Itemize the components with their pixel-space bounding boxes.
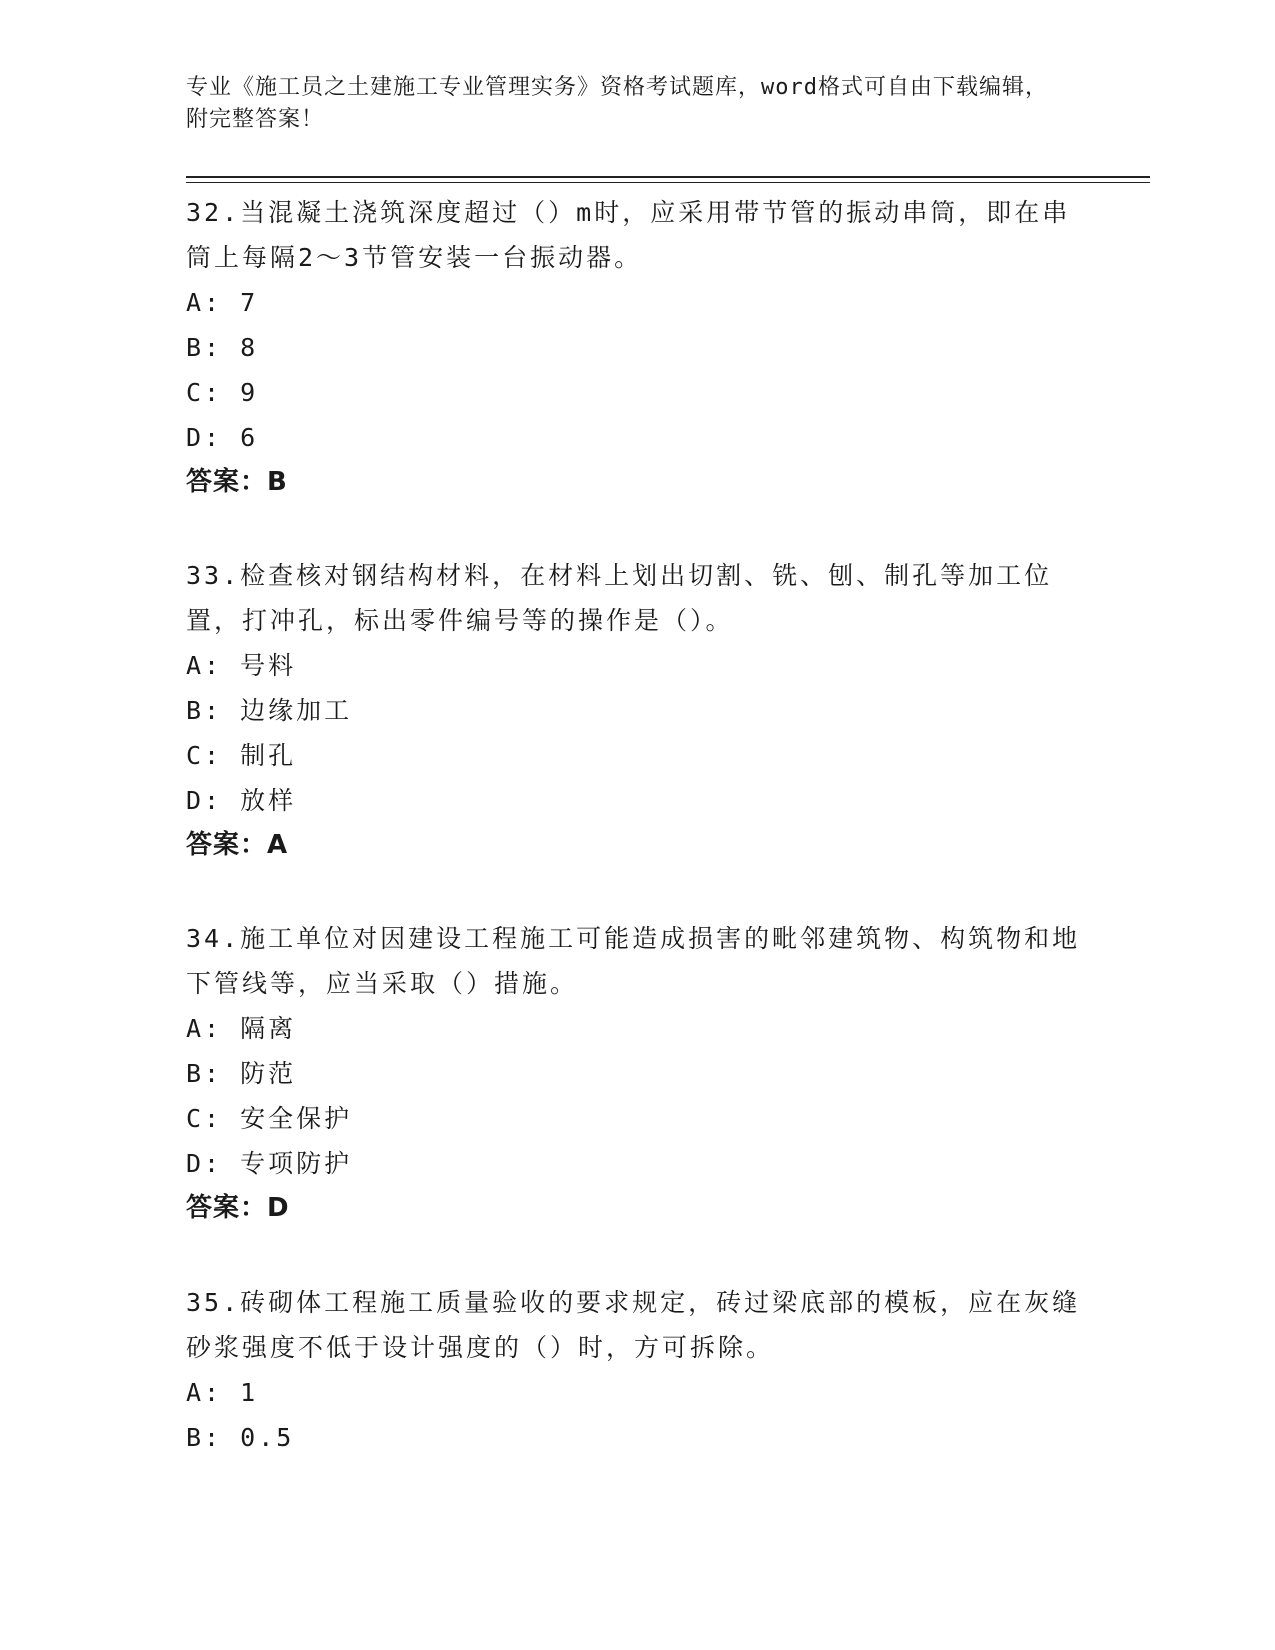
document-header: 专业《施工员之土建施工专业管理实务》资格考试题库，word格式可自由下载编辑，附完整答案！ [186,75,1048,132]
option-c: C: 9 [186,378,259,407]
header-rule-thick [186,176,1150,178]
question-stem: 34.施工单位对因建设工程施工可能造成损害的毗邻建筑物、构筑物和地下管线等，应当采取（）措施。 [186,924,1081,998]
question-stem: 35.砖砌体工程施工质量验收的要求规定，砖过梁底部的模板，应在灰缝砂浆强度不低于设计强度的（）时，方可拆除。 [186,1288,1081,1362]
question-33 [186,553,1086,868]
header-rule-thin [186,182,1150,183]
question-stem: 32.当混凝土浇筑深度超过（）m时，应采用带节管的振动串筒，即在串筒上每隔2～3节管安装一台振动器。 [186,198,1071,272]
option-b: B: 8 [186,333,259,362]
option-c: C: 安全保护 [186,1104,353,1133]
option-a: A: 号料 [186,651,297,680]
option-d: D: 6 [186,423,259,452]
option-b: B: 边缘加工 [186,696,353,725]
option-a: A: 隔离 [186,1014,297,1043]
option-d: D: 放样 [186,786,297,815]
option-a: A: 1 [186,1378,259,1407]
question-32 [186,190,1086,505]
answer: 答案：B [186,467,288,497]
option-d: D: 专项防护 [186,1149,353,1178]
question-stem: 33.检查核对钢结构材料，在材料上划出切割、铣、刨、制孔等加工位置，打冲孔，标出零件编号等的操作是（）。 [186,561,1053,635]
question-35 [186,1280,1086,1460]
option-c: C: 制孔 [186,741,297,770]
question-34 [186,916,1086,1231]
option-b: B: 防范 [186,1059,297,1088]
answer: 答案：A [186,830,289,860]
answer: 答案：D [186,1193,290,1223]
option-a: A: 7 [186,288,259,317]
option-b: B: 0.5 [186,1423,295,1452]
